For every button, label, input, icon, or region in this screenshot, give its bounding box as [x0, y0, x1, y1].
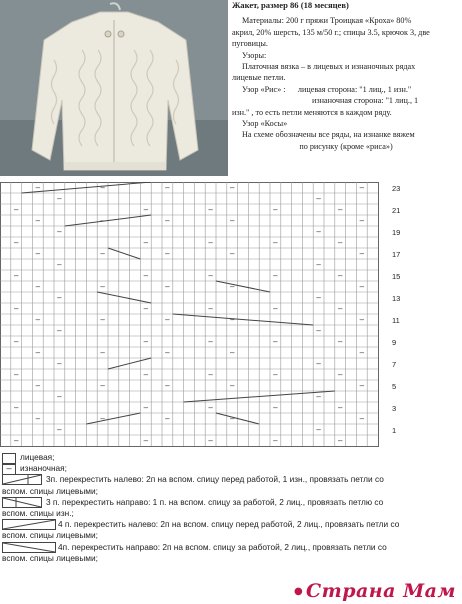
purl-mark: –: [165, 282, 170, 291]
purl-mark: –: [57, 359, 62, 368]
purl-mark: –: [143, 205, 149, 214]
watermark-dot-icon: ●: [293, 586, 304, 597]
purl-mark: –: [57, 392, 62, 401]
purl-mark: –: [208, 436, 213, 445]
purl-mark: –: [229, 381, 235, 390]
legend-item-purl: – изнаночная;: [0, 463, 462, 474]
purl-mark: –: [229, 414, 235, 423]
purl-mark: –: [57, 227, 62, 236]
purl-mark: –: [359, 381, 365, 390]
purl-mark: –: [13, 238, 19, 247]
purl-mark: –: [13, 337, 19, 346]
purl-mark: –: [100, 216, 105, 225]
purl-mark: –: [13, 370, 19, 379]
purl-mark: –: [316, 425, 321, 434]
legend-item-cross3-right-cont: вспом. спицы изн.;: [2, 507, 74, 518]
row-number-label: 21: [392, 206, 400, 215]
purl-mark: –: [100, 348, 105, 357]
purl-mark: –: [337, 436, 343, 445]
row-number-label: 11: [392, 316, 400, 325]
purl-mark: –: [337, 271, 343, 280]
purl-mark: –: [359, 216, 365, 225]
purl-mark: –: [273, 271, 278, 280]
row-number-label: 13: [392, 294, 400, 303]
purl-symbol-icon: –: [2, 464, 16, 475]
purl-mark: –: [359, 348, 365, 357]
materials-line: акрил, 20% шерсть, 135 м/50 г.; спицы 3.5, крючок 3, две: [232, 27, 430, 37]
chart-frame: [1, 183, 379, 447]
purl-mark: –: [57, 293, 62, 302]
purl-mark: –: [316, 392, 321, 401]
purl-mark: –: [143, 403, 149, 412]
purl-mark: –: [13, 271, 19, 280]
row-number-label: 5: [392, 382, 397, 391]
purl-mark: –: [229, 348, 235, 357]
purl-mark: –: [100, 183, 105, 192]
purl-mark: –: [57, 425, 62, 434]
purl-mark: –: [13, 205, 19, 214]
legend-item-cross4-left: 4 п. перекрестить налево: 2п на вспом. спицу перед работой, 2 лиц., провязать петли со: [0, 519, 462, 530]
purl-mark: –: [165, 183, 170, 192]
purl-mark: –: [143, 304, 149, 313]
purl-mark: –: [273, 304, 278, 313]
purl-mark: –: [165, 216, 170, 225]
purl-mark: –: [337, 238, 343, 247]
row-number-label: 23: [392, 184, 400, 193]
legend-item-cross4-right: 4п. перекрестить направо: 2п на вспом. спицу за работой, 2 лиц., провязать петли со: [0, 542, 462, 553]
purl-mark: –: [35, 282, 41, 291]
purl-mark: –: [359, 249, 365, 258]
purl-mark: –: [359, 315, 365, 324]
pattern-line: по рисунку (кроме «риса»): [299, 141, 393, 151]
purl-mark: –: [57, 260, 62, 269]
legend-item-cross3-right: 3 п. перекрестить направо: 1 п. на вспом. спицу за работой, 2 лиц., провязать петлю со: [0, 497, 462, 508]
purl-mark: –: [273, 337, 278, 346]
legend-item-cross4-right-cont: вспом. спицы лицевыми;: [2, 552, 98, 563]
purl-mark: –: [337, 304, 343, 313]
purl-mark: –: [316, 293, 321, 302]
purl-mark: –: [35, 381, 41, 390]
pattern-line: изнаночная сторона: "1 лиц., 1: [312, 96, 419, 106]
purl-mark: –: [359, 282, 365, 291]
legend-item-cross3-left: 3п. перекрестить налево: 2п на вспом. спицу перед работой, 1 изн., провязать петли со: [0, 474, 462, 485]
row-number-label: 1: [392, 426, 397, 435]
purl-mark: –: [13, 436, 19, 445]
purl-mark: –: [273, 370, 278, 379]
materials-line: пуговицы.: [232, 39, 268, 49]
purl-mark: –: [143, 337, 149, 346]
purl-mark: –: [35, 216, 41, 225]
pattern-line: На схеме обозначены все ряды, на изнанке вяжем: [242, 130, 415, 140]
pattern-line: Узор «Косы»: [242, 119, 288, 129]
jacket-photo: [0, 0, 228, 176]
site-watermark: ● Страна Мам: [293, 580, 456, 602]
legend-item-knit: лицевая;: [0, 452, 462, 463]
purl-mark: –: [57, 326, 62, 335]
purl-mark: –: [35, 249, 41, 258]
purl-mark: –: [35, 315, 41, 324]
purl-mark: –: [208, 304, 213, 313]
purl-mark: –: [273, 238, 278, 247]
purl-mark: –: [337, 205, 343, 214]
purl-mark: –: [100, 315, 105, 324]
knitting-chart: [0, 182, 400, 452]
purl-mark: –: [208, 337, 213, 346]
purl-mark: –: [229, 282, 235, 291]
purl-mark: –: [208, 403, 213, 412]
purl-mark: –: [316, 326, 321, 335]
purl-mark: –: [143, 436, 149, 445]
purl-mark: –: [165, 315, 170, 324]
purl-mark: –: [208, 271, 213, 280]
purl-mark: –: [165, 249, 170, 258]
purl-mark: –: [316, 227, 321, 236]
purl-mark: –: [316, 260, 321, 269]
legend: [0, 452, 462, 564]
purl-mark: –: [35, 183, 41, 192]
purl-mark: –: [143, 271, 149, 280]
purl-mark: –: [57, 194, 62, 203]
purl-mark: –: [165, 348, 170, 357]
purl-mark: –: [13, 304, 19, 313]
row-number-label: 15: [392, 272, 400, 281]
purl-mark: –: [337, 370, 343, 379]
purl-mark: –: [100, 414, 105, 423]
pattern-description: [232, 0, 460, 152]
purl-mark: –: [273, 403, 278, 412]
purl-mark: –: [359, 414, 365, 423]
purl-mark: –: [273, 436, 278, 445]
purl-mark: –: [100, 249, 105, 258]
purl-mark: –: [35, 348, 41, 357]
purl-mark: –: [359, 183, 365, 192]
purl-mark: –: [316, 194, 321, 203]
purl-mark: –: [229, 183, 235, 192]
purl-mark: –: [273, 205, 278, 214]
pattern-line: изн." , то есть петли меняются в каждом ряду.: [232, 107, 392, 117]
purl-mark: –: [229, 216, 235, 225]
page-title: Жакет, размер 86 (18 месяцев): [232, 0, 349, 10]
pattern-line: Узор «Рис» : лицевая сторона: "1 лиц., 1 изн.": [242, 84, 412, 94]
purl-mark: –: [35, 414, 41, 423]
row-number-label: 19: [392, 228, 400, 237]
purl-mark: –: [143, 238, 149, 247]
purl-mark: –: [208, 205, 213, 214]
purl-mark: –: [208, 238, 213, 247]
purl-mark: –: [316, 359, 321, 368]
patterns-heading: Узоры:: [242, 50, 267, 60]
row-number-label: 9: [392, 338, 397, 347]
row-number-label: 3: [392, 404, 397, 413]
row-number-label: 7: [392, 360, 397, 369]
purl-mark: –: [208, 370, 213, 379]
purl-mark: –: [337, 403, 343, 412]
purl-mark: –: [13, 403, 19, 412]
purl-mark: –: [100, 282, 105, 291]
purl-mark: –: [229, 315, 235, 324]
legend-item-cross4-left-cont: вспом. спицы лицевыми;: [2, 530, 98, 541]
purl-mark: –: [143, 370, 149, 379]
purl-mark: –: [229, 249, 235, 258]
purl-mark: –: [165, 381, 170, 390]
row-number-label: 17: [392, 250, 400, 259]
pattern-line: лицевые петли.: [232, 73, 286, 83]
legend-item-cross3-left-cont: вспом. спицы лицевыми;: [2, 485, 98, 496]
purl-mark: –: [165, 414, 170, 423]
purl-mark: –: [100, 381, 105, 390]
purl-mark: –: [337, 337, 343, 346]
materials-line: Материалы: 200 г пряжи Троицкая «Кроха» 80%: [242, 16, 412, 26]
pattern-line: Платочная вязка – в лицевых и изнаночных рядах: [242, 62, 416, 72]
